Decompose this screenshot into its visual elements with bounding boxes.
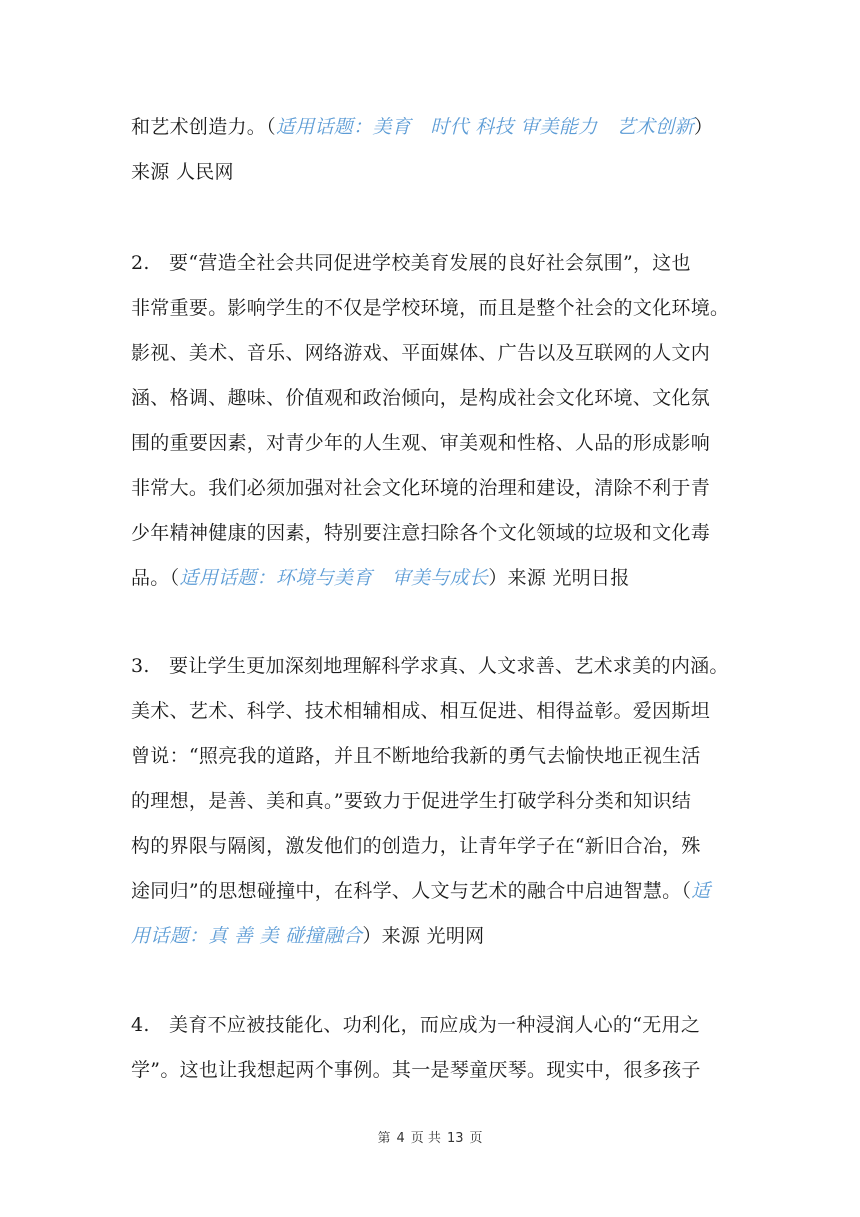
page-footer: 第 4 页 共 13 页 [377, 1131, 483, 1146]
topic-tag: 用话题：真 善 美 碰撞融合 [131, 925, 363, 947]
text-line: 曾说：“照亮我的道路，并且不断地给我新的勇气去愉快地正视生活 [131, 745, 701, 767]
text-line: 美术、艺术、科学、技术相辅相成、相互促进、相得益彰。爱因斯坦 [131, 700, 711, 722]
text-line: 构的界限与隔阂，激发他们的创造力，让青年学子在“新旧合冶，殊 [131, 835, 701, 857]
topic-tag: 适 [691, 880, 711, 902]
text-line: 途同归”的思想碰撞中，在科学、人文与艺术的融合中启迪智慧。（适 [131, 880, 711, 902]
source-line: 来源 人民网 [131, 161, 234, 183]
text-line: 4. 美育不应被技能化、功利化，而应成为一种浸润人心的“无用之 [131, 1014, 701, 1036]
current-page-number: 4 [396, 1131, 405, 1146]
total-page-count: 13 [446, 1131, 464, 1146]
text-line: 少年精神健康的因素，特别要注意扫除各个文化领域的垃圾和文化毒 [131, 522, 711, 544]
text-line: 的理想，是善、美和真。”要致力于促进学生打破学科分类和知识结 [131, 790, 692, 812]
paragraph-1-tail [131, 105, 735, 195]
paragraph-2 [131, 241, 735, 601]
text-line: 涵、格调、趣味、价值观和政治倾向，是构成社会文化环境、文化氛 [131, 387, 711, 409]
topic-tag: 适用话题：美育 时代 科技 审美能力 艺术创新 [275, 116, 694, 138]
text-line: 围的重要因素，对青少年的人生观、审美观和性格、人品的形成影响 [131, 432, 711, 454]
paragraph-3 [131, 644, 735, 959]
text-line: 非常重要。影响学生的不仅是学校环境，而且是整个社会的文化环境。 [131, 297, 730, 319]
text-line: 用话题：真 善 美 碰撞融合）来源 光明网 [131, 925, 485, 947]
text-line: 和艺术创造力。（适用话题：美育 时代 科技 审美能力 艺术创新） [131, 116, 714, 138]
text-line: 2. 要“营造全社会共同促进学校美育发展的良好社会氛围”，这也 [131, 252, 691, 274]
text-line: 3. 要让学生更加深刻地理解科学求真、人文求善、艺术求美的内涵。 [131, 655, 729, 677]
paragraph-4 [131, 1003, 735, 1093]
text-line: 影视、美术、音乐、网络游戏、平面媒体、广告以及互联网的人文内 [131, 342, 711, 364]
text-line: 学”。这也让我想起两个事例。其一是琴童厌琴。现实中，很多孩子 [131, 1059, 701, 1081]
text-line: 品。（适用话题：环境与美育 审美与成长）来源 光明日报 [131, 567, 630, 589]
text-line: 非常大。我们必须加强对社会文化环境的治理和建设，清除不利于青 [131, 477, 711, 499]
topic-tag: 适用话题：环境与美育 审美与成长 [179, 567, 489, 589]
